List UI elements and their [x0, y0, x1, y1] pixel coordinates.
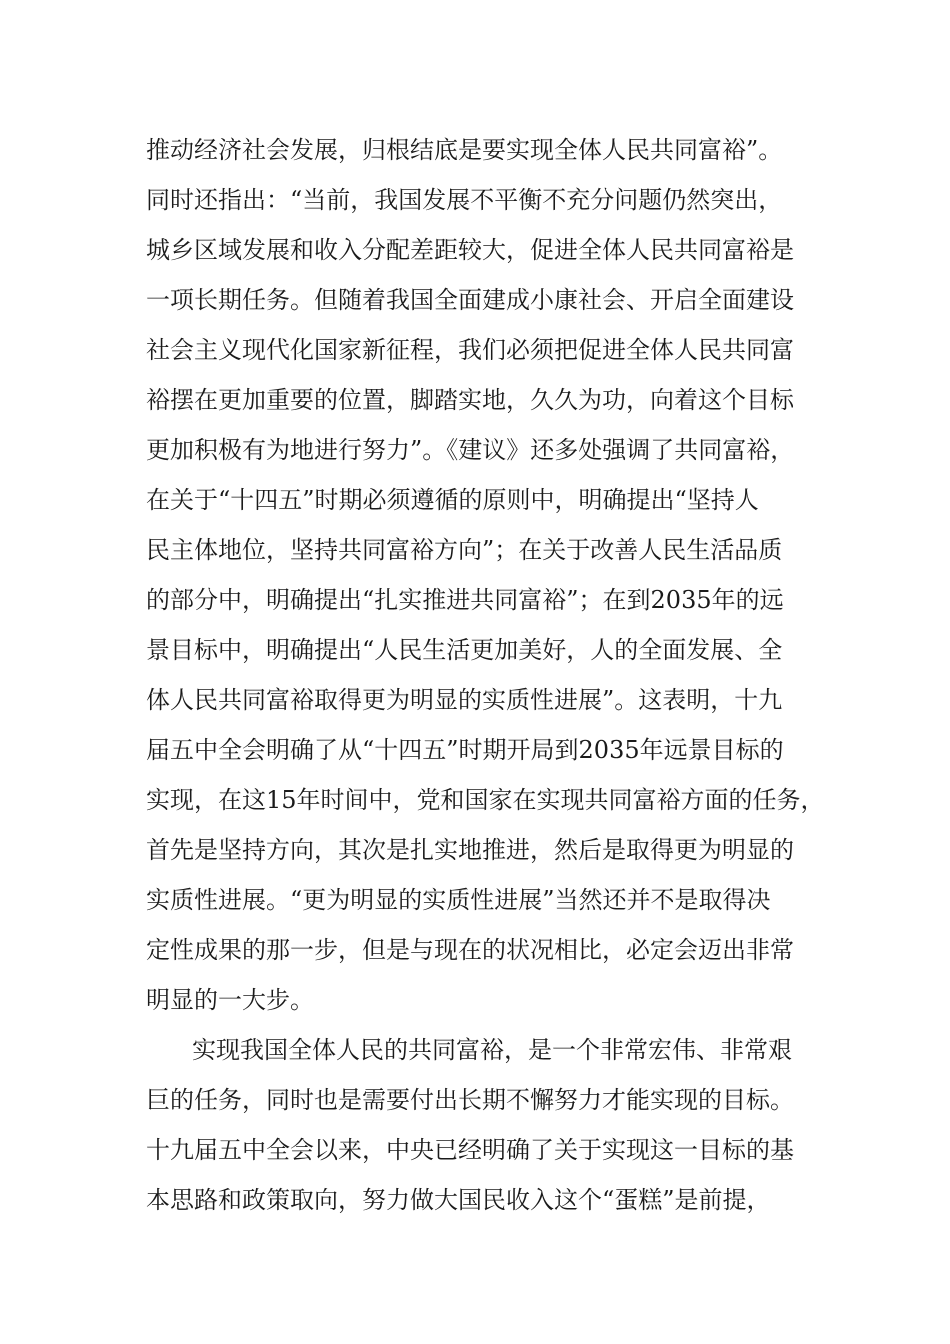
text-line: 城乡区域发展和收入分配差距较大，促进全体人民共同富裕是	[146, 236, 794, 264]
text-line: 更加积极有为地进行努力”。《建议》还多处强调了共同富裕，	[146, 436, 795, 464]
text-line: 社会主义现代化国家新征程，我们必须把促进全体人民共同富	[146, 336, 794, 364]
text-line: 在关于“十四五”时期必须遵循的原则中，明确提出“坚持人	[146, 486, 759, 514]
text-line: 实现，在这15年时间中，党和国家在实现共同富裕方面的任务，	[146, 786, 825, 814]
text-line: 同时还指出：“当前，我国发展不平衡不充分问题仍然突出，	[146, 186, 783, 214]
text-line: 推动经济社会发展，归根结底是要实现全体人民共同富裕”。	[146, 136, 783, 164]
paragraph-2	[146, 1025, 826, 1225]
text-line: 裕摆在更加重要的位置，脚踏实地，久久为功，向着这个目标	[146, 386, 794, 414]
text-line: 明显的一大步。	[146, 986, 314, 1014]
text-line: 定性成果的那一步，但是与现在的状况相比，必定会迈出非常	[146, 936, 794, 964]
paragraph-1	[146, 125, 826, 1025]
text-line: 实质性进展。“更为明显的实质性进展”当然还并不是取得决	[146, 886, 771, 914]
text-line: 本思路和政策取向，努力做大国民收入这个“蛋糕”是前提，	[146, 1186, 771, 1214]
text-line: 首先是坚持方向，其次是扎实地推进，然后是取得更为明显的	[146, 836, 794, 864]
text-line: 届五中全会明确了从“十四五”时期开局到2035年远景目标的	[146, 736, 784, 764]
text-line: 的部分中，明确提出“扎实推进共同富裕”；在到2035年的远	[146, 586, 784, 614]
text-line: 体人民共同富裕取得更为明显的实质性进展”。这表明，十九	[146, 686, 783, 714]
text-line-first-indented: 实现我国全体人民的共同富裕，是一个非常宏伟、非常艰	[192, 1036, 792, 1064]
text-line: 民主体地位，坚持共同富裕方向”；在关于改善人民生活品质	[146, 536, 783, 564]
text-line: 一项长期任务。但随着我国全面建成小康社会、开启全面建设	[146, 286, 794, 314]
text-line: 景目标中，明确提出“人民生活更加美好，人的全面发展、全	[146, 636, 783, 664]
text-line: 巨的任务，同时也是需要付出长期不懈努力才能实现的目标。	[146, 1086, 794, 1114]
text-line: 十九届五中全会以来，中央已经明确了关于实现这一目标的基	[146, 1136, 794, 1164]
